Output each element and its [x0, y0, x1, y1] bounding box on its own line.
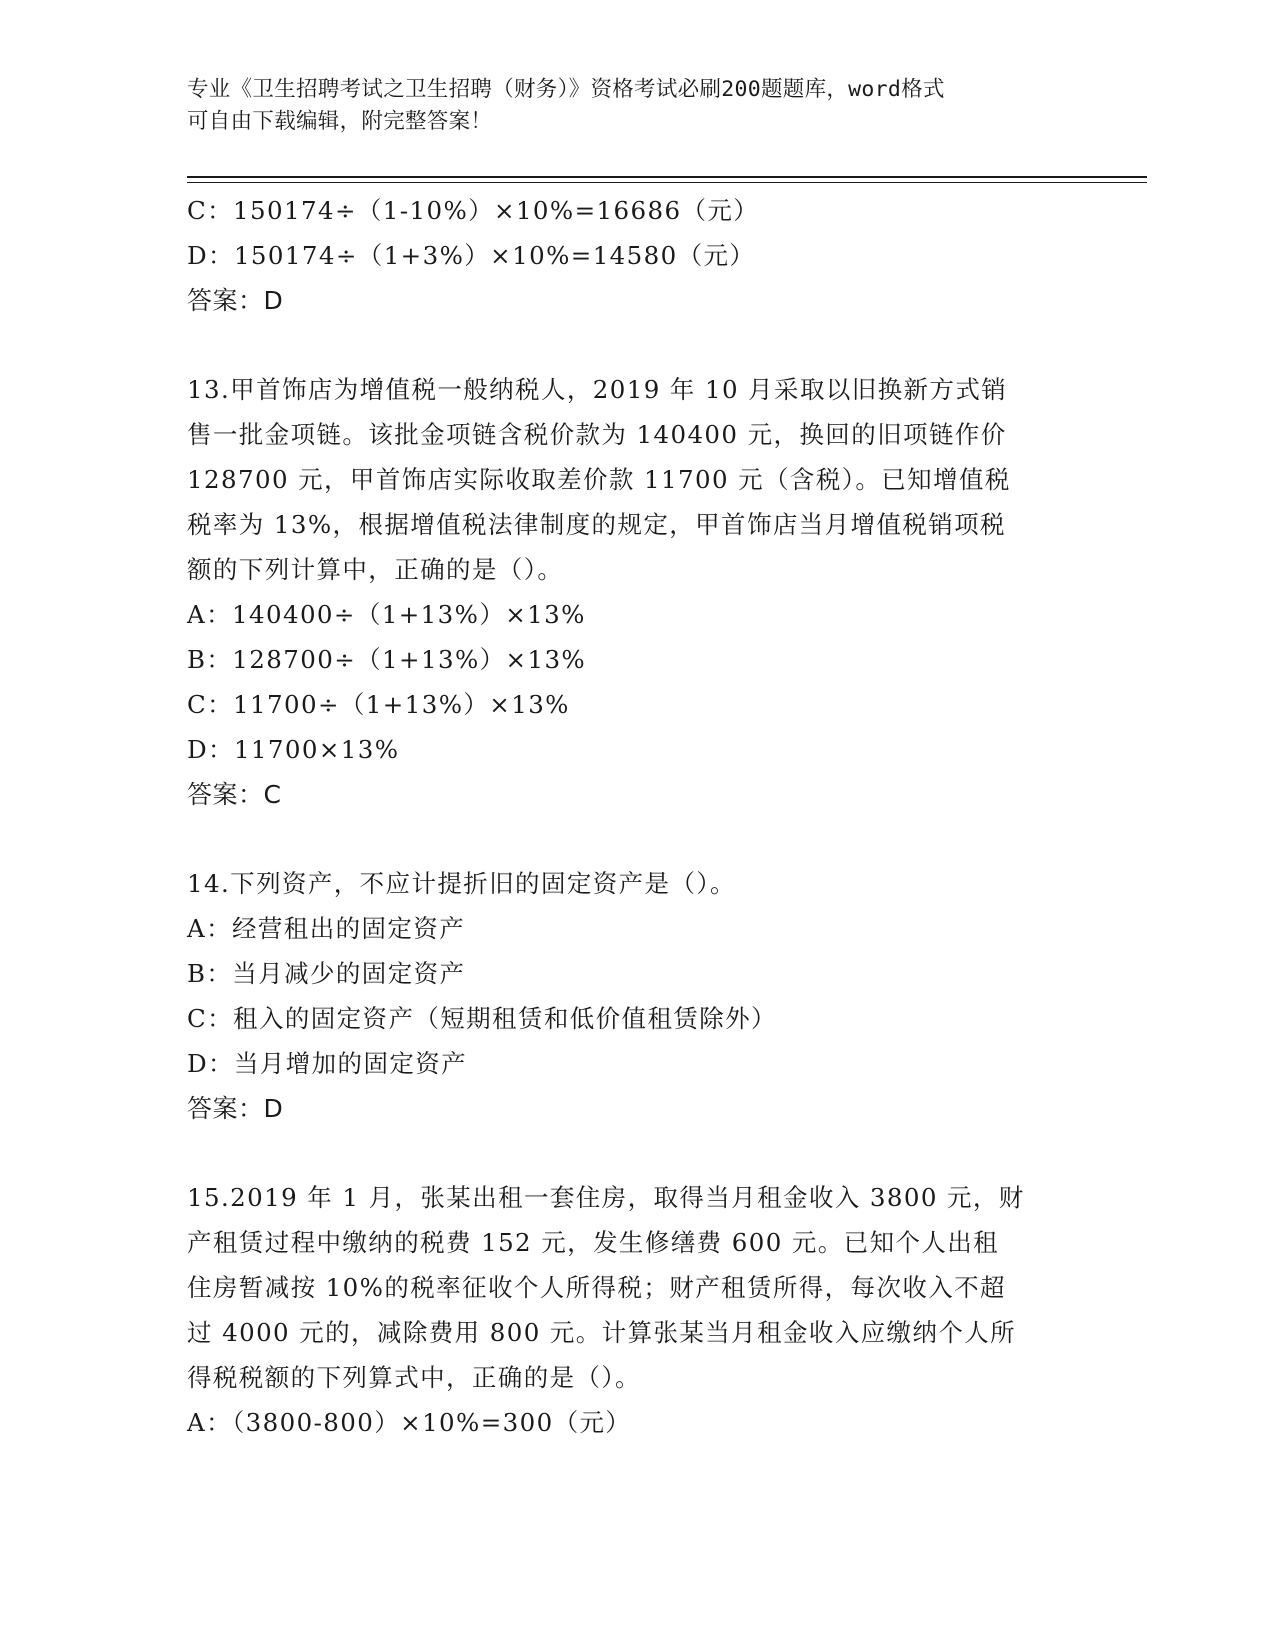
question-13: [187, 367, 1087, 817]
option-c: C：11700÷（1+13%）×13%: [187, 690, 570, 719]
answer-line: 答案：D: [187, 1094, 284, 1123]
option-b: B：当月减少的固定资产: [187, 959, 466, 988]
option-c: C：租入的固定资产（短期租赁和低价值租赁除外）: [187, 1004, 777, 1033]
spacer: [187, 817, 1087, 861]
question-stem-line: 得税税额的下列算式中，正确的是（）。: [187, 1363, 641, 1392]
header-rule-thin: [187, 182, 1147, 183]
question-stem-line: 住房暂减按 10%的税率征收个人所得税；财产租赁所得，每次收入不超: [187, 1273, 1006, 1302]
question-15: [187, 1175, 1087, 1445]
option-d: D：当月增加的固定资产: [187, 1049, 468, 1078]
question-stem-line: 额的下列计算中，正确的是（）。: [187, 555, 564, 584]
question-stem-line: 售一批金项链。该批金项链含税价款为 140400 元，换回的旧项链作价: [187, 420, 1007, 449]
question-stem-line: 15.2019 年 1 月，张某出租一套住房，取得当月租金收入 3800 元，财: [187, 1183, 1025, 1212]
option-c: C：150174÷（1-10%）×10%=16686（元）: [187, 196, 760, 225]
page-header: [187, 74, 1067, 138]
option-b: B：128700÷（1+13%）×13%: [187, 645, 587, 674]
question-stem-line: 税率为 13%，根据增值税法律制度的规定，甲首饰店当月增值税销项税: [187, 510, 1006, 539]
header-title-line-2: 可自由下载编辑，附完整答案！: [187, 109, 493, 134]
answer-line: 答案：C: [187, 780, 282, 809]
option-a: A：经营租出的固定资产: [187, 914, 466, 943]
answer-line: 答案：D: [187, 286, 284, 315]
question-stem-line: 过 4000 元的，减除费用 800 元。计算张某当月租金收入应缴纳个人所: [187, 1318, 1017, 1347]
spacer: [187, 323, 1087, 367]
option-d: D：150174÷（1+3%）×10%=14580（元）: [187, 241, 756, 270]
question-stem-line: 产租赁过程中缴纳的税费 152 元，发生修缮费 600 元。已知个人出租: [187, 1228, 1000, 1257]
option-a: A：（3800-800）×10%=300（元）: [187, 1408, 632, 1437]
question-stem-line: 128700 元，甲首饰店实际收取差价款 11700 元（含税）。已知增值税: [187, 465, 1011, 494]
option-d: D：11700×13%: [187, 735, 400, 764]
header-title-line-1: 专业《卫生招聘考试之卫生招聘（财务）》资格考试必刷200题题库，word格式: [187, 77, 945, 102]
question-stem-line: 13.甲首饰店为增值税一般纳税人，2019 年 10 月采取以旧换新方式销: [187, 375, 1008, 404]
question-14: [187, 861, 1087, 1131]
option-a: A：140400÷（1+13%）×13%: [187, 600, 586, 629]
spacer: [187, 1131, 1087, 1175]
question-12-tail: [187, 188, 1087, 323]
question-stem-line: 14.下列资产，不应计提折旧的固定资产是（）。: [187, 869, 736, 898]
document-body: [187, 188, 1087, 1445]
header-rule-thick: [187, 176, 1147, 178]
